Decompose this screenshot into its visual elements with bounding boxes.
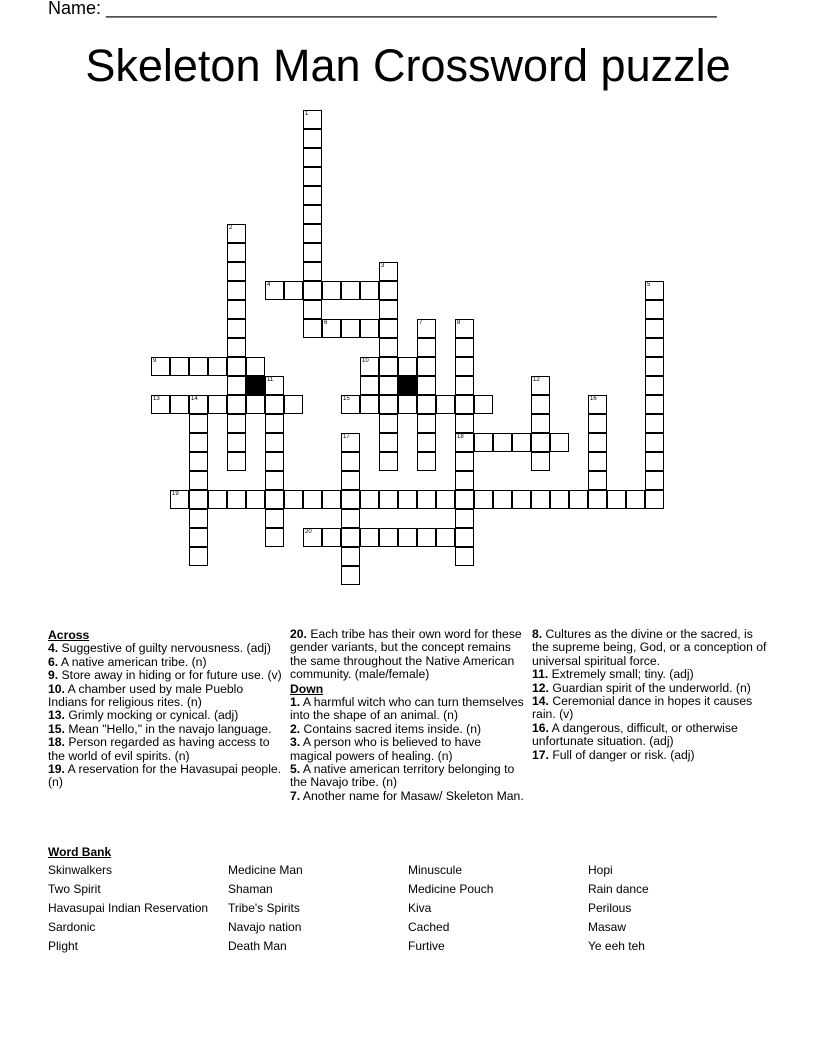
clue-text: Cultures as the divine or the sacred, is the supreme being, God, or a conception of universal spiritual force. <box>532 627 767 668</box>
clue-number-label: 11. <box>532 667 549 682</box>
word-bank-item: Navajo nation <box>228 920 302 934</box>
across-clue <box>48 642 284 655</box>
clue-number-label: 20. <box>290 627 307 641</box>
crossword-cell[interactable] <box>341 319 360 338</box>
crossword-cell[interactable] <box>284 490 303 509</box>
crossword-cell[interactable] <box>189 357 208 376</box>
clue-number: 2 <box>229 225 233 231</box>
crossword-cell[interactable] <box>170 490 189 509</box>
word-bank-item: Furtive <box>408 939 445 953</box>
word-bank-item: Rain dance <box>588 882 649 896</box>
crossword-cell[interactable] <box>341 471 360 490</box>
crossword-cell[interactable] <box>303 129 322 148</box>
word-bank-item: Sardonic <box>48 920 96 934</box>
down-clue <box>290 763 526 790</box>
crossword-cell[interactable] <box>189 509 208 528</box>
clue-number-label: 10. <box>48 681 65 696</box>
crossword-cell[interactable] <box>360 319 379 338</box>
crossword-cell[interactable] <box>455 547 474 566</box>
crossword-cell[interactable] <box>227 319 246 338</box>
crossword-cell[interactable] <box>455 319 474 338</box>
clue-number-label: 4. <box>48 641 59 656</box>
crossword-cell[interactable] <box>189 395 208 414</box>
crossword-cell[interactable] <box>379 452 398 471</box>
crossword-cell[interactable] <box>265 509 284 528</box>
crossword-cell[interactable] <box>417 338 436 357</box>
clue-text: A harmful witch who can turn themselves into the shape of an animal. (n) <box>290 695 524 723</box>
crossword-cell[interactable] <box>227 224 246 243</box>
crossword-cell[interactable] <box>227 262 246 281</box>
crossword-cell[interactable] <box>322 490 341 509</box>
crossword-cell[interactable] <box>227 300 246 319</box>
crossword-cell[interactable] <box>246 395 265 414</box>
clue-text: A chamber used by male Pueblo Indians for religious rites. (n) <box>48 681 244 710</box>
crossword-cell[interactable] <box>379 338 398 357</box>
crossword-cell[interactable] <box>322 319 341 338</box>
crossword-cell[interactable] <box>398 528 417 547</box>
word-bank-item: Medicine Man <box>228 863 303 877</box>
crossword-cell[interactable] <box>379 433 398 452</box>
clue-number: 16 <box>590 396 597 402</box>
across-clue <box>48 763 284 790</box>
clue-text: Full of danger or risk. (adj) <box>548 747 695 762</box>
word-bank-item: Shaman <box>228 882 273 896</box>
clue-number-label: 17. <box>532 747 549 762</box>
across-clue <box>48 723 284 736</box>
crossword-cell[interactable] <box>455 338 474 357</box>
crossword-cell[interactable] <box>265 376 284 395</box>
crossword-cell[interactable] <box>360 395 379 414</box>
crossword-cell[interactable] <box>588 433 607 452</box>
crossword-cell[interactable] <box>227 452 246 471</box>
clue-number: 1 <box>305 111 309 117</box>
clue-number: 15 <box>343 396 350 402</box>
word-bank-item: Minuscule <box>408 863 463 877</box>
clue-number-label: 6. <box>48 654 59 669</box>
clue-number: 12 <box>533 377 540 383</box>
crossword-cell[interactable] <box>379 357 398 376</box>
crossword-cell[interactable] <box>322 281 341 300</box>
crossword-cell[interactable] <box>303 262 322 281</box>
crossword-cell[interactable] <box>379 414 398 433</box>
crossword-cell[interactable] <box>265 490 284 509</box>
crossword-cell[interactable] <box>455 376 474 395</box>
crossword-cell[interactable] <box>151 395 170 414</box>
crossword-cell[interactable] <box>455 433 474 452</box>
clue-number: 11 <box>267 377 274 383</box>
clue-number-label: 12. <box>532 680 549 695</box>
word-bank-item: Kiva <box>408 901 432 915</box>
crossword-cell[interactable] <box>284 395 303 414</box>
crossword-cell[interactable] <box>341 281 360 300</box>
crossword-cell[interactable] <box>189 528 208 547</box>
clue-text: Suggestive of guilty nervousness. (adj) <box>58 641 271 656</box>
clue-number-label: 1. <box>290 695 301 710</box>
crossword-cell[interactable] <box>303 490 322 509</box>
crossword-cell[interactable] <box>645 414 664 433</box>
word-bank-item: Perilous <box>588 901 632 915</box>
crossword-cell[interactable] <box>265 471 284 490</box>
crossword-cell[interactable] <box>208 357 227 376</box>
crossword-cell[interactable] <box>588 452 607 471</box>
crossword-cell[interactable] <box>645 471 664 490</box>
crossword-cell[interactable] <box>645 376 664 395</box>
down-clue <box>532 749 768 762</box>
crossword-cell[interactable] <box>474 490 493 509</box>
clue-number-label: 19. <box>48 762 65 777</box>
clue-number-label: 2. <box>290 721 301 736</box>
clue-number: 19 <box>172 491 179 497</box>
crossword-cell[interactable] <box>189 490 208 509</box>
word-bank-item: Cached <box>408 920 450 934</box>
crossword-cell[interactable] <box>398 357 417 376</box>
crossword-cell[interactable] <box>645 319 664 338</box>
crossword-cell[interactable] <box>645 338 664 357</box>
crossword-cell[interactable] <box>379 300 398 319</box>
crossword-cell[interactable] <box>208 490 227 509</box>
clue-number: 13 <box>153 396 160 402</box>
across-clue <box>48 736 284 763</box>
crossword-cell[interactable] <box>550 433 569 452</box>
crossword-cell[interactable] <box>455 528 474 547</box>
clue-number: 6 <box>324 320 328 326</box>
clue-number: 20 <box>305 529 312 535</box>
crossword-cell[interactable] <box>417 357 436 376</box>
crossword-cell[interactable] <box>151 357 170 376</box>
crossword-cell[interactable] <box>170 357 189 376</box>
crossword-cell[interactable] <box>398 395 417 414</box>
across-clue <box>48 709 284 722</box>
clue-number-label: 8. <box>532 627 543 641</box>
crossword-cell[interactable] <box>303 205 322 224</box>
crossword-cell[interactable] <box>265 452 284 471</box>
down-clue <box>532 695 768 722</box>
crossword-cell[interactable] <box>303 224 322 243</box>
clue-text: A native american territory belonging to the Navajo tribe. (n) <box>290 762 515 790</box>
clue-text: Contains sacred items inside. (n) <box>300 721 482 736</box>
crossword-cell[interactable] <box>284 281 303 300</box>
across-heading: Across <box>48 628 90 642</box>
crossword-cell[interactable] <box>379 395 398 414</box>
crossword-cell[interactable] <box>626 490 645 509</box>
crossword-cell[interactable] <box>303 186 322 205</box>
clue-text: Extremely small; tiny. (adj) <box>548 667 694 682</box>
crossword-cell[interactable] <box>512 433 531 452</box>
crossword-cell[interactable] <box>227 243 246 262</box>
across-clue <box>48 656 284 669</box>
crossword-cell[interactable] <box>227 281 246 300</box>
crossword-cell[interactable] <box>550 490 569 509</box>
clue-number-label: 9. <box>48 668 59 683</box>
crossword-cell[interactable] <box>341 509 360 528</box>
crossword-cell[interactable] <box>265 414 284 433</box>
clue-number: 4 <box>267 282 271 288</box>
crossword-cell[interactable] <box>645 281 664 300</box>
down-clue <box>532 682 768 695</box>
crossword-cell[interactable] <box>246 357 265 376</box>
crossword-cell[interactable] <box>645 357 664 376</box>
clue-number-label: 5. <box>290 762 301 777</box>
crossword-cell[interactable] <box>227 395 246 414</box>
crossword-cell[interactable] <box>417 490 436 509</box>
clue-number: 3 <box>381 263 385 269</box>
crossword-cell[interactable] <box>436 528 455 547</box>
crossword-cell[interactable] <box>645 300 664 319</box>
crossword-cell[interactable] <box>569 490 588 509</box>
crossword-cell[interactable] <box>417 395 436 414</box>
crossword-cell[interactable] <box>341 395 360 414</box>
crossword-cell[interactable] <box>455 395 474 414</box>
clue-text: Grimly mocking or cynical. (adj) <box>64 708 239 723</box>
crossword-cell[interactable] <box>265 528 284 547</box>
crossword-cell[interactable] <box>265 433 284 452</box>
clue-number: 8 <box>457 320 461 326</box>
crossword-cell[interactable] <box>360 528 379 547</box>
crossword-cell[interactable] <box>303 148 322 167</box>
down-clue <box>532 628 768 668</box>
crossword-cell[interactable] <box>341 547 360 566</box>
clue-text: Person regarded as having access to the world of evil spirits. (n) <box>48 735 270 763</box>
crossword-cell[interactable] <box>455 471 474 490</box>
crossword-cell[interactable] <box>341 528 360 547</box>
down-clue <box>290 696 526 723</box>
clue-text: Ceremonial dance in hopes it causes rain. (v) <box>532 694 753 722</box>
word-bank-item: Death Man <box>228 939 287 953</box>
clue-number: 9 <box>153 358 157 364</box>
crossword-cell[interactable] <box>208 395 227 414</box>
clue-text: Store away in hiding or for future use. (v) <box>58 668 282 683</box>
crossword-cell[interactable] <box>322 528 341 547</box>
clue-number: 5 <box>647 282 651 288</box>
crossword-cell[interactable] <box>474 433 493 452</box>
clue-text: Another name for Masaw/ Skeleton Man. <box>300 788 524 803</box>
clue-number-label: 15. <box>48 721 65 736</box>
crossword-cell[interactable] <box>189 547 208 566</box>
crossword-cell[interactable] <box>303 528 322 547</box>
crossword-cell[interactable] <box>474 395 493 414</box>
crossword-cell[interactable] <box>455 452 474 471</box>
crossword-cell[interactable] <box>455 357 474 376</box>
crossword-cell[interactable] <box>227 376 246 395</box>
crossword-cell[interactable] <box>512 490 531 509</box>
down-clue <box>532 722 768 749</box>
crossword-cell[interactable] <box>246 490 265 509</box>
crossword-cell[interactable] <box>379 490 398 509</box>
crossword-cell[interactable] <box>417 414 436 433</box>
crossword-cell[interactable] <box>588 471 607 490</box>
crossword-cell[interactable] <box>531 433 550 452</box>
crossword-cell[interactable] <box>607 490 626 509</box>
crossword-cell[interactable] <box>531 452 550 471</box>
crossword-cell[interactable] <box>189 452 208 471</box>
word-bank-item: Tribe's Spirits <box>228 901 300 915</box>
clue-number-label: 16. <box>532 720 549 735</box>
crossword-cell[interactable] <box>341 452 360 471</box>
crossword-cell[interactable] <box>379 281 398 300</box>
crossword-cell[interactable] <box>645 452 664 471</box>
crossword-cell[interactable] <box>588 395 607 414</box>
crossword-cell[interactable] <box>303 300 322 319</box>
crossword-cell[interactable] <box>265 281 284 300</box>
down-clue <box>290 790 526 803</box>
crossword-cell[interactable] <box>360 490 379 509</box>
clue-number: 18 <box>457 434 464 440</box>
crossword-cell[interactable] <box>531 414 550 433</box>
crossword-cell[interactable] <box>379 528 398 547</box>
clue-number-label: 18. <box>48 735 65 750</box>
crossword-cell[interactable] <box>303 167 322 186</box>
word-bank-item: Plight <box>48 939 79 953</box>
word-bank-item: Hopi <box>588 863 613 877</box>
crossword-cell[interactable] <box>455 414 474 433</box>
crossword-cell[interactable] <box>417 452 436 471</box>
word-bank-title: Word Bank <box>48 845 112 859</box>
clues-column-1 <box>48 628 284 790</box>
crossword-cell[interactable] <box>531 376 550 395</box>
crossword-cell[interactable] <box>455 490 474 509</box>
down-clue <box>290 736 526 763</box>
word-bank-item: Masaw <box>588 920 627 934</box>
across-clue <box>48 683 284 710</box>
clue-text: Each tribe has their own word for these gender variants, but the concept remains the same throughout the Native American community. (male/female) <box>290 627 522 682</box>
crossword-cell[interactable] <box>341 433 360 452</box>
crossword-cell[interactable] <box>189 471 208 490</box>
crossword-cell[interactable] <box>360 376 379 395</box>
clue-number: 10 <box>362 358 369 364</box>
clue-text: A native american tribe. (n) <box>58 654 207 669</box>
crossword-cell[interactable] <box>645 490 664 509</box>
crossword-cell[interactable] <box>227 338 246 357</box>
word-bank-item: Ye eeh teh <box>588 939 645 953</box>
across-clue <box>48 669 284 682</box>
crossword-cell[interactable] <box>398 490 417 509</box>
crossword-cell[interactable] <box>531 395 550 414</box>
word-bank-item: Medicine Pouch <box>408 882 494 896</box>
name-line: Name: _____________________________________________________________ <box>48 0 717 18</box>
crossword-cell[interactable] <box>436 395 455 414</box>
crossword-cell[interactable] <box>170 395 189 414</box>
down-clue <box>290 723 526 736</box>
crossword-cell[interactable] <box>189 414 208 433</box>
clue-text: A person who is believed to have magical powers of healing. (n) <box>290 735 482 763</box>
crossword-cell[interactable] <box>379 376 398 395</box>
crossword-cell[interactable] <box>303 243 322 262</box>
clue-number: 14 <box>191 396 198 402</box>
crossword-cell[interactable] <box>303 110 322 129</box>
crossword-cell[interactable] <box>303 319 322 338</box>
word-bank-item: Skinwalkers <box>48 863 113 877</box>
crossword-cell[interactable] <box>645 395 664 414</box>
crossword-cell[interactable] <box>360 357 379 376</box>
crossword-cell[interactable] <box>189 433 208 452</box>
crossword-cell[interactable] <box>645 433 664 452</box>
down-clue <box>532 668 768 681</box>
crossword-black-cell <box>246 376 265 395</box>
word-bank-item: Havasupai Indian Reservation <box>48 901 209 915</box>
crossword-cell[interactable] <box>588 414 607 433</box>
clues-column-3 <box>532 628 768 762</box>
clue-number: 7 <box>419 320 423 326</box>
crossword-cell[interactable] <box>227 490 246 509</box>
crossword-cell[interactable] <box>360 281 379 300</box>
crossword-black-cell <box>398 376 417 395</box>
crossword-cell[interactable] <box>379 319 398 338</box>
crossword-cell[interactable] <box>265 395 284 414</box>
crossword-cell[interactable] <box>379 262 398 281</box>
crossword-cell[interactable] <box>588 490 607 509</box>
clue-number-label: 14. <box>532 694 549 709</box>
crossword-cell[interactable] <box>417 376 436 395</box>
clue-number-label: 3. <box>290 735 301 750</box>
clue-text: Mean "Hello," in the navajo language. <box>64 721 272 736</box>
crossword-cell[interactable] <box>455 509 474 528</box>
clue-text: A reservation for the Havasupai people. (n) <box>48 762 282 790</box>
crossword-cell[interactable] <box>227 357 246 376</box>
crossword-cell[interactable] <box>493 490 512 509</box>
page-title: Skeleton Man Crossword puzzle <box>85 40 731 91</box>
clue-number: 17 <box>343 434 350 440</box>
crossword-cell[interactable] <box>417 319 436 338</box>
clue-text: A dangerous, difficult, or otherwise unfortunate situation. (adj) <box>532 720 738 749</box>
crossword-cell[interactable] <box>227 433 246 452</box>
across-clue <box>290 628 526 682</box>
crossword-cell[interactable] <box>227 414 246 433</box>
word-bank-item: Two Spirit <box>48 882 101 896</box>
crossword-cell[interactable] <box>303 281 322 300</box>
crossword-cell[interactable] <box>436 490 455 509</box>
crossword-cell[interactable] <box>493 433 512 452</box>
crossword-cell[interactable] <box>341 566 360 585</box>
clues-column-2 <box>290 628 526 803</box>
clue-text: Guardian spirit of the underworld. (n) <box>548 680 751 695</box>
crossword-cell[interactable] <box>417 528 436 547</box>
down-heading: Down <box>290 681 324 696</box>
clue-number-label: 13. <box>48 708 65 723</box>
clue-number-label: 7. <box>290 788 301 803</box>
crossword-cell[interactable] <box>531 490 550 509</box>
crossword-cell[interactable] <box>341 490 360 509</box>
crossword-cell[interactable] <box>417 433 436 452</box>
